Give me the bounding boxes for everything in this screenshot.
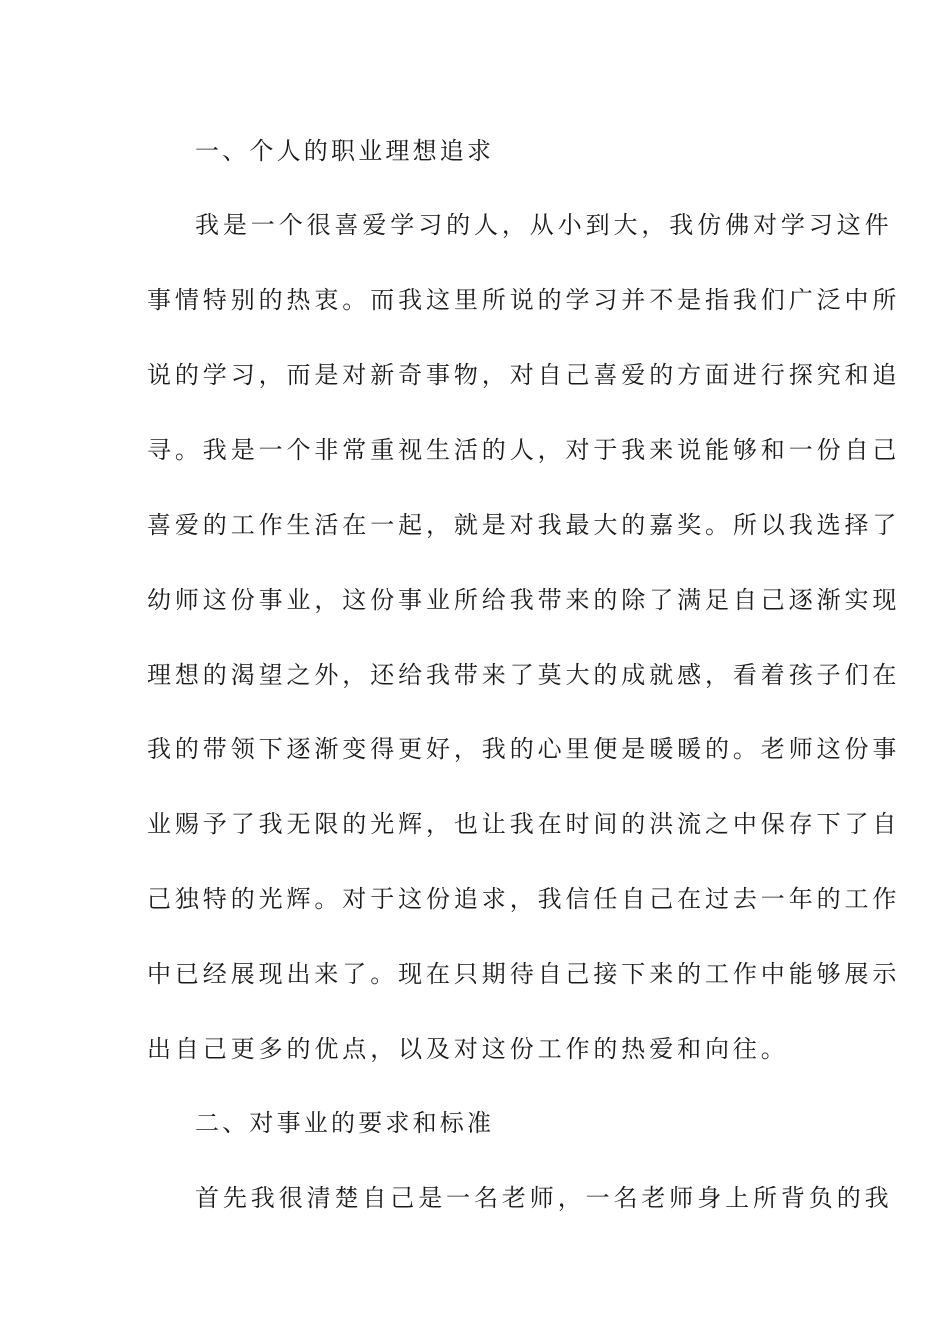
- section-heading: 二、对事业的要求和标准: [195, 1109, 495, 1137]
- paragraph-line: 我是一个很喜爱学习的人，从小到大，我仿佛对学习这件: [195, 211, 893, 239]
- paragraph-line: 事情特别的热衷。而我这里所说的学习并不是指我们广泛中所: [147, 286, 901, 314]
- paragraph-line: 喜爱的工作生活在一起，就是对我最大的嘉奖。所以我选择了: [147, 511, 901, 539]
- paragraph-line: 我的带领下逐渐变得更好，我的心里便是暖暖的。老师这份事: [147, 735, 901, 763]
- paragraph-line: 理想的渴望之外，还给我带来了莫大的成就感，看着孩子们在: [147, 661, 901, 689]
- paragraph-line: 幼师这份事业，这份事业所给我带来的除了满足自己逐渐实现: [147, 586, 901, 614]
- section-heading: 一、个人的职业理想追求: [195, 137, 495, 165]
- paragraph-line: 说的学习，而是对新奇事物，对自己喜爱的方面进行探究和追: [147, 361, 901, 389]
- paragraph-line: 业赐予了我无限的光辉，也让我在时间的洪流之中保存下了自: [147, 810, 901, 838]
- paragraph-line: 己独特的光辉。对于这份追求，我信任自己在过去一年的工作: [147, 885, 901, 913]
- paragraph-line: 首先我很清楚自己是一名老师，一名老师身上所背负的我: [195, 1184, 893, 1212]
- paragraph-line: 出自己更多的优点，以及对这份工作的热爱和向往。: [147, 1035, 789, 1063]
- paragraph-line: 寻。我是一个非常重视生活的人，对于我来说能够和一份自己: [147, 436, 901, 464]
- paragraph-line: 中已经展现出来了。现在只期待自己接下来的工作中能够展示: [147, 960, 901, 988]
